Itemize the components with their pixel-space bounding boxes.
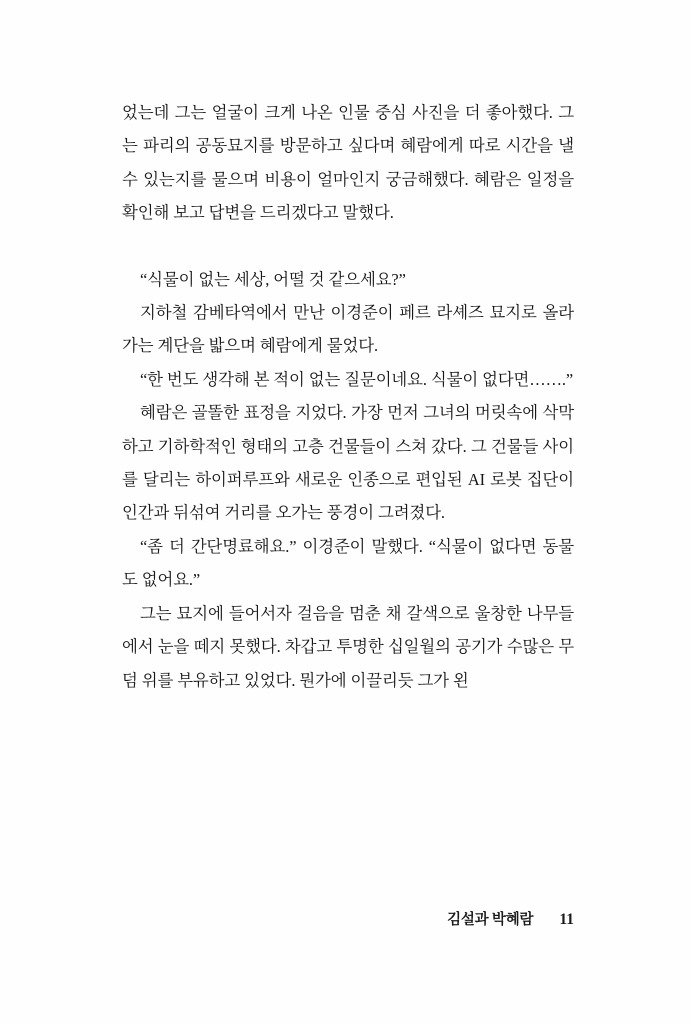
paragraph-spacer [122, 230, 574, 263]
body-text-column [122, 96, 574, 697]
paragraph: “좀 더 간단명료해요.” 이경준이 말했다. “식물이 없다면 동물도 없어요.” [122, 536, 574, 590]
paragraph: 었는데 그는 얼굴이 크게 나온 인물 중심 사진을 더 좋아했다. 그는 파리의 공동묘지를 방문하고 싶다며 혜람에게 따로 시간을 낼 수 있는지를 물으며 비용이 얼마인지 궁금해했다. 혜람은 일정을 확인해 보고 답변을 드리겠다고 말했다. [122, 103, 574, 223]
page-footer [122, 908, 574, 929]
footer-author: 김설과 박혜람 [447, 912, 534, 928]
paragraph: “한 번도 생각해 본 적이 없는 질문이네요. 식물이 없다면…….” [140, 369, 574, 389]
paragraph: “식물이 없는 세상, 어떨 것 같으세요?” [140, 269, 406, 289]
page-number: 11 [559, 911, 574, 928]
paragraph: 지하철 감베타역에서 만난 이경준이 페르 라셰즈 묘지로 올라가는 계단을 밟으며 혜람에게 물었다. [122, 303, 574, 356]
paragraph: 혜람은 골똘한 표정을 지었다. 가장 먼저 그녀의 머릿속에 삭막하고 기하학적인 형태의 고층 건물들이 스쳐 갔다. 그 건물들 사이를 달리는 하이퍼루프와 새로운 인종으로 편입된 AI 로봇 집단이 인간과 뒤섞여 거리를 오가는 풍경이 그려졌다. [122, 403, 574, 523]
paragraph: 그는 묘지에 들어서자 걸음을 멈춘 채 갈색으로 울창한 나무들에서 눈을 떼지 못했다. 차갑고 투명한 십일월의 공기가 수많은 무덤 위를 부유하고 있었다. 뭔가에 이끌리듯 그가 왼 [122, 603, 574, 690]
